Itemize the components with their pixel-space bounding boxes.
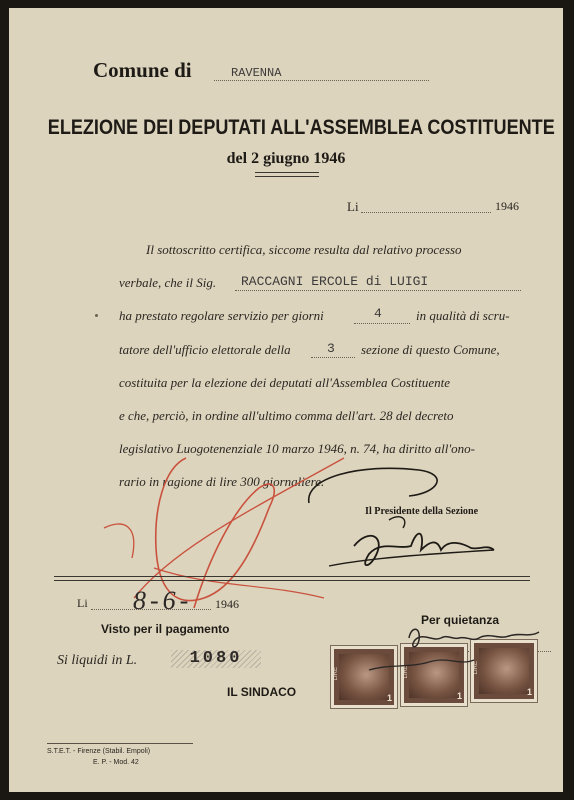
days-value: 4 — [374, 306, 382, 321]
body-line-4-end: sezione di questo Comune, — [361, 342, 500, 357]
body-line-7: legislativo Luogotenenziale 10 marzo 1946, n. 74, ha diritto all'ono- — [119, 441, 475, 456]
title-ornament — [255, 172, 319, 177]
body-line-2: verbale, che il Sig. — [119, 275, 217, 290]
visto-label: Visto per il pagamento — [101, 622, 230, 636]
comune-value: RAVENNA — [231, 66, 282, 80]
president-label: Il Presidente della Sezione — [365, 505, 479, 517]
comune-label: Comune di — [93, 58, 192, 82]
printer-rule — [47, 743, 193, 744]
revenue-stamp-2: LIRE 1 — [401, 644, 467, 706]
comune-underline — [214, 80, 429, 81]
body-line-3-end: in qualità di scru- — [416, 308, 510, 323]
days-underline — [354, 323, 410, 324]
election-title: ELEZIONE DEI DEPUTATI ALL'ASSEMBLEA COSTITUENTE — [47, 116, 555, 139]
separator-bottom — [54, 580, 530, 581]
quietanza-label: Per quietanza — [421, 613, 500, 627]
separator-top — [54, 576, 530, 577]
revenue-stamp-1: LIRE 1 — [331, 646, 397, 708]
body-line-8: rario in ragione di lire 300 giornaliere. — [119, 474, 325, 489]
revenue-stamp-3: LIRE 1 — [471, 640, 537, 702]
printer-line-1: S.T.E.T. - Firenze (Stabil. Empoli) — [47, 748, 151, 755]
sindaco-label: IL SINDACO — [227, 685, 297, 699]
section-underline — [311, 357, 355, 358]
amount-value: 1080 — [171, 650, 261, 668]
body-line-1: Il sottoscritto certifica, siccome resulta dal relativo processo — [146, 242, 462, 257]
date-year: 1946 — [495, 199, 519, 213]
election-date: del 2 giugno 1946 — [226, 150, 346, 167]
printer-line-2: E. P. - Mod. 42 — [93, 759, 139, 766]
date-underline — [361, 212, 491, 213]
body-line-6: e che, perciò, in ordine all'ultimo comma dell'art. 28 del decreto — [119, 408, 454, 423]
body-line-4: tatore dell'ufficio elettorale della — [119, 342, 291, 357]
body-line-5: costituita per la elezione dei deputati all'Assemblea Costituente — [119, 375, 450, 390]
receipt-signature — [349, 618, 549, 688]
body-line-3: ha prestato regolare servizio per giorni — [119, 308, 324, 323]
paper-stain — [95, 314, 98, 317]
certificate-document — [9, 8, 563, 792]
payment-date-year: 1946 — [215, 597, 239, 611]
name-underline — [235, 290, 521, 291]
payment-date-handwritten: 8-6- — [133, 586, 193, 615]
date-label: Li — [347, 199, 359, 214]
scrutineer-name: RACCAGNI ERCOLE di LUIGI — [241, 274, 429, 289]
payment-date-label: Li — [77, 596, 88, 610]
liquidi-label: Si liquidi in L. — [57, 653, 138, 668]
section-value: 3 — [327, 341, 335, 356]
